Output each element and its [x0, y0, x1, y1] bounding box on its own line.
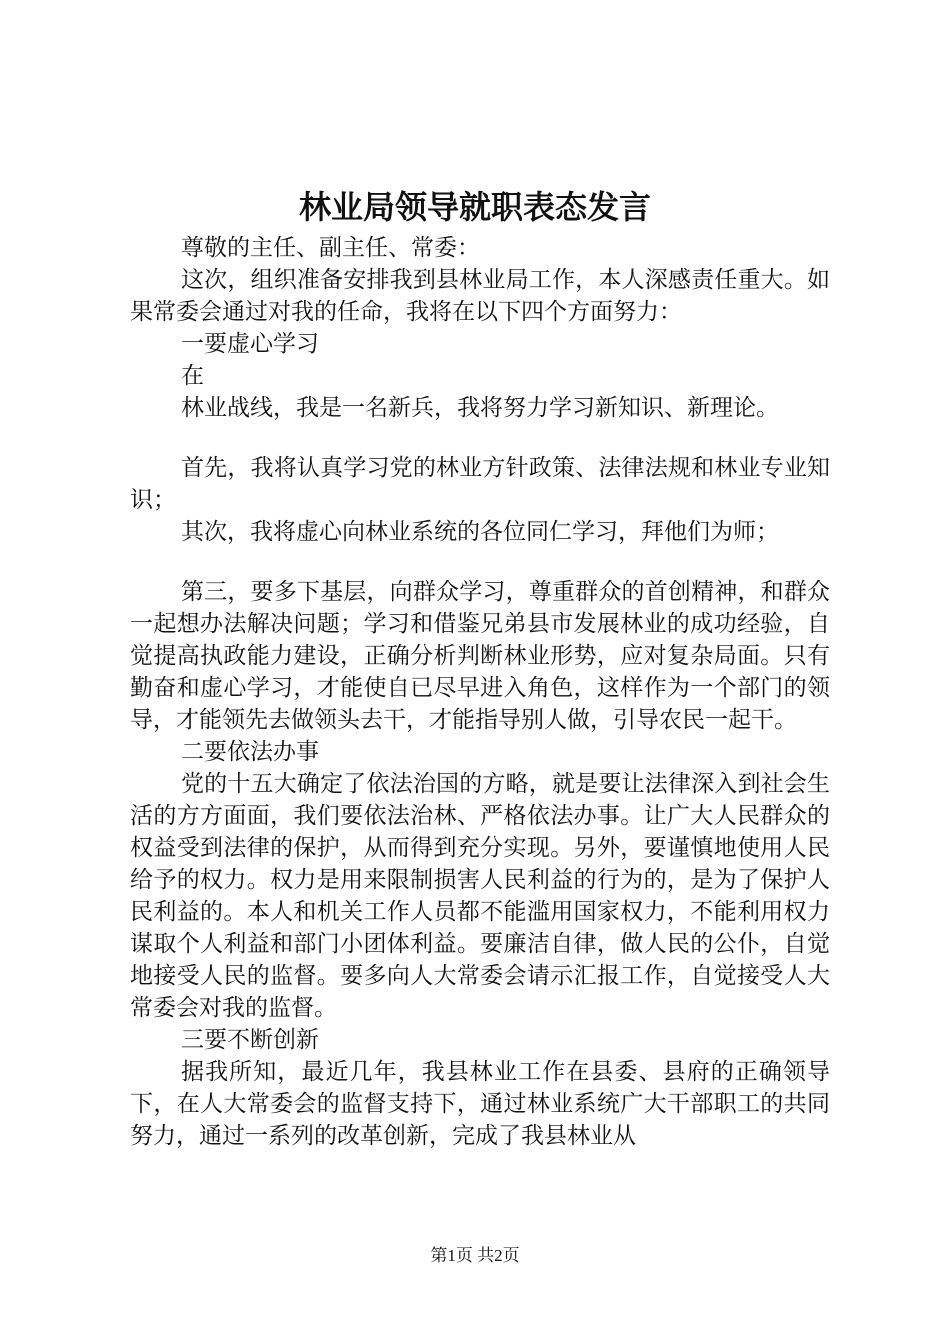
body-paragraph: 首先，我将认真学习党的林业方针政策、法律法规和林业专业知识； — [130, 455, 830, 513]
body-paragraph: 据我所知，最近几年，我县林业工作在县委、县府的正确领导下，在人大常委会的监督支持下，通过林业系统广大干部职工的共同努力，通过一系列的改革创新，完成了我县林业从 — [130, 1059, 830, 1149]
body-paragraph: 其次，我将虚心向林业系统的各位同仁学习，拜他们为师； — [181, 519, 779, 545]
paragraph-gap — [130, 548, 830, 576]
section-heading-study: 一要虚心学习 — [181, 331, 319, 357]
document-body — [130, 232, 830, 1152]
salutation-paragraph: 尊敬的主任、副主任、常委： — [181, 235, 480, 261]
document-title: 林业局领导就职表态发言 — [298, 188, 651, 226]
body-paragraph: 党的十五大确定了依法治国的方略，就是要让法律深入到社会生活的方方面面，我们要依法治林、严格依法办事。让广大人民群众的权益受到法律的保护，从而得到充分实现。另外，要谨慎地使用人民给予的权力。权力是用来限制损害人民利益的行为的，是为了保护人民利益的。本人和机关工作人员都不能滥用国家权力，不能利用权力谋取个人利益和部门小团体利益。要廉洁自律，做人民的公仆，自觉地接受人民的监督。要多向人大常委会请示汇报工作，自觉接受人大常委会对我的监督。 — [130, 771, 830, 1021]
body-paragraph: 在 — [181, 363, 204, 389]
section-heading-innovation: 三要不断创新 — [181, 1027, 319, 1053]
page-number-footer: 第1页 共2页 — [430, 1246, 520, 1265]
intro-paragraph: 这次，组织准备安排我到县林业局工作，本人深感责任重大。如果常委会通过对我的任命，我将在以下四个方面努力： — [130, 267, 830, 325]
body-paragraph: 第三，要多下基层，向群众学习，尊重群众的首创精神，和群众一起想办法解决问题；学习和借鉴兄弟县市发展林业的成功经验，自觉提高执政能力建设，正确分析判断林业形势，应对复杂局面。只有勤奋和虚心学习，才能使自已尽早进入角色，这样作为一个部门的领导，才能领先去做领头去干，才能指导别人做，引导农民一起干。 — [130, 579, 830, 733]
section-heading-law: 二要依法办事 — [181, 739, 319, 765]
body-paragraph: 林业战线，我是一名新兵，我将努力学习新知识、新理论。 — [181, 395, 779, 421]
paragraph-gap — [130, 424, 830, 452]
